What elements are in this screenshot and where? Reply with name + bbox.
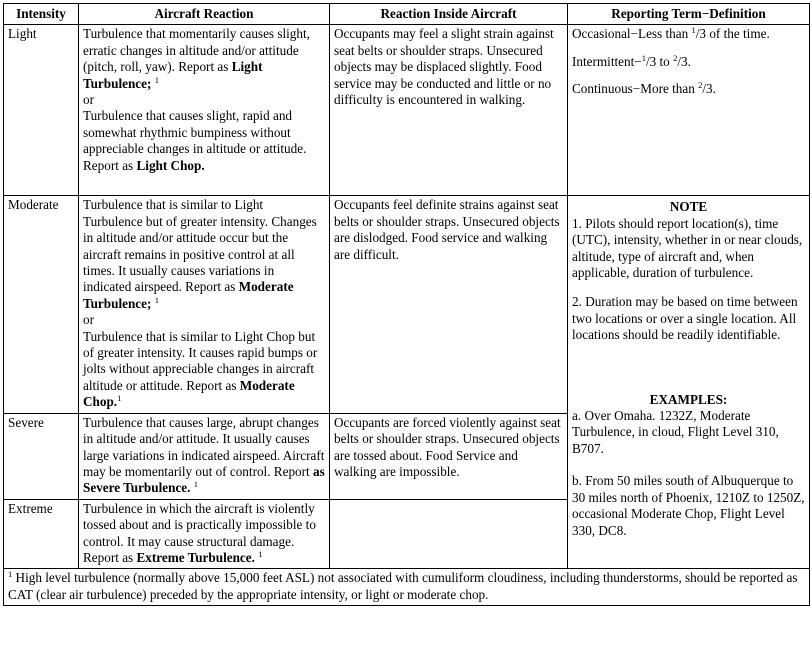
footnote-marker: 1 — [8, 569, 13, 580]
footnote-cell — [4, 569, 810, 606]
severe-turbulence-term: as Severe Turbulence. — [83, 463, 325, 496]
footnote-row — [4, 569, 810, 606]
example-a: a. Over Omaha. 1232Z, Moderate Turbulence, in cloud, Flight Level 310, B707. — [572, 408, 779, 456]
reaction-inside-severe: Occupants are forced violently against seat belts or shoulder straps. Unsecured objects are tossed about. Food Service and walking are impossible. — [330, 413, 568, 499]
light-turbulence-text: Turbulence that momentarily causes slight, erratic changes in altitude and/or attitude (pitch, roll, yaw). Report as — [83, 26, 310, 75]
example-b: b. From 50 miles south of Albuquerque to 30 miles north of Phoenix, 1210Z to 1250Z, occasional Moderate Chop, Flight Level 330, DC8. — [572, 473, 805, 538]
or-separator: or — [83, 312, 94, 328]
note-title: NOTE — [669, 199, 708, 215]
intensity-extreme: Extreme — [4, 499, 79, 569]
footnote-ref: 1 — [258, 548, 263, 559]
header-aircraft-reaction: Aircraft Reaction — [79, 4, 330, 25]
light-turbulence-term: Light Turbulence; — [83, 59, 263, 91]
term-occasional: Occasional−Less than $^1$/3 of the time. — [572, 25, 770, 42]
reaction-inside-moderate: Occupants feel definite strains against seat belts or shoulder straps. Unsecured objects are dislodged. Food service and walking are difficult. — [330, 196, 568, 413]
note-1: 1. Pilots should report location(s), time (UTC), intensity, whether in or near clouds, altitude, type of aircraft and, when applicable, duration of turbulence. — [572, 215, 803, 281]
header-intensity: Intensity — [4, 4, 79, 25]
reaction-inside-extreme — [330, 499, 568, 569]
extreme-turbulence-text: Turbulence in which the aircraft is violently tossed about and is practically impossible to control. It may cause structural damage. Report as — [83, 500, 316, 565]
intensity-severe: Severe — [4, 413, 79, 499]
moderate-turbulence-text: Turbulence that is similar to Light Turbulence but of greater intensity. Changes in altitude and/or attitude occur but the aircraft remains in positive control at all times. It usually causes variations in indicated airspeed. Report as — [83, 197, 317, 295]
moderate-turbulence-term: Moderate Turbulence; — [83, 279, 294, 311]
or-separator: or — [83, 92, 94, 108]
severe-turbulence-text: Turbulence that causes large, abrupt changes in altitude and/or attitude. It usually causes large variations in indicated airspeed. Aircraft may be momentarily out of control. Report — [83, 414, 325, 479]
header-reporting-term: Reporting Term−Definition — [568, 4, 810, 25]
header-reaction-inside: Reaction Inside Aircraft — [330, 4, 568, 25]
moderate-chop-term: Moderate Chop. — [83, 377, 295, 410]
reaction-inside-light: Occupants may feel a slight strain against seat belts or shoulder straps. Unsecured objects may be displaced slightly. Food service may be conducted and little or no difficulty is encountered in walking. — [330, 25, 568, 196]
aircraft-reaction-extreme — [79, 499, 330, 569]
footnote-ref: 1 — [154, 74, 159, 85]
footnote-text: High level turbulence (normally above 15,000 feet ASL) not associated with cumuliform cloudiness, including thunderstorms, should be reported as CAT (clear air turbulence) preceded by the appropriate intensity, or light or moderate chop. — [8, 570, 798, 602]
notes-examples-cell — [568, 196, 810, 569]
reporting-terms-cell — [568, 25, 810, 196]
term-continuous: Continuous−More than $^2$/3. — [572, 80, 716, 97]
footnote-ref: 1 — [193, 479, 199, 490]
term-intermittent: Intermittent−$^1$/3 to $^2$/3. — [572, 52, 691, 69]
intensity-light: Light — [4, 25, 79, 196]
moderate-chop-text: Turbulence that is similar to Light Chop but of greater intensity. It causes rapid bumps or jolts without appreciable changes in aircraft altitude or attitude. Report as — [83, 328, 318, 393]
light-chop-text: Turbulence that causes slight, rapid and somewhat rhythmic bumpiness without appreciable changes in altitude or attitude. Report as — [83, 108, 307, 173]
aircraft-reaction-moderate — [79, 196, 330, 413]
header-row — [4, 4, 810, 25]
footnote-ref: 1 — [154, 294, 159, 305]
aircraft-reaction-severe — [79, 413, 330, 499]
aircraft-reaction-light — [79, 25, 330, 196]
light-chop-term: Light Chop. — [136, 157, 205, 173]
footnote-ref: 1 — [117, 393, 122, 404]
extreme-turbulence-term: Extreme Turbulence. — [136, 549, 255, 565]
note-2: 2. Duration may be based on time between two locations or over a single location. All locations should be readily identifiable. — [572, 294, 798, 343]
row-moderate — [4, 196, 810, 413]
row-light — [4, 25, 810, 196]
turbulence-reporting-table — [3, 3, 810, 606]
examples-title: EXAMPLES: — [649, 391, 728, 407]
intensity-moderate: Moderate — [4, 196, 79, 413]
